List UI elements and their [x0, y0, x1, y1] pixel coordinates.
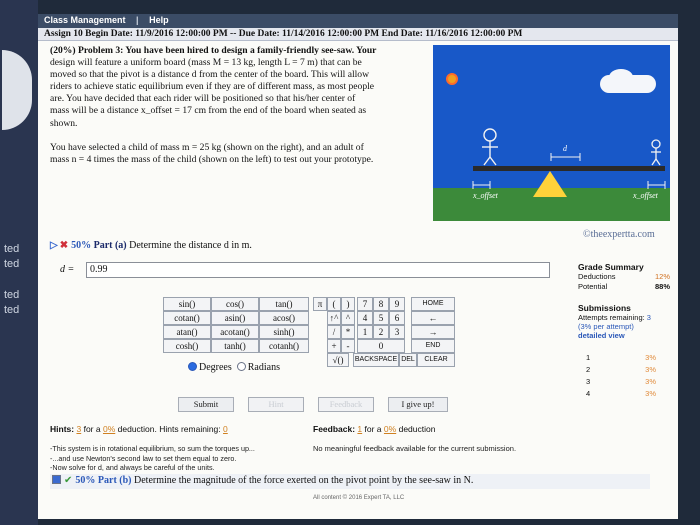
key-5[interactable]: 5 [373, 311, 389, 325]
assignment-dates-bar: Assign 10 Begin Date: 11/9/2016 12:00:00 PM -- Due Date: 11/14/2016 12:00:00 PM End Date: 11/16/2016 12:00:00 PM [38, 28, 678, 41]
hints-count: 3 [76, 424, 82, 434]
part-b-percent: 50% [75, 475, 96, 486]
part-a-label: Part (a) [93, 240, 127, 251]
key-acos[interactable]: acos() [259, 311, 309, 325]
key-atan[interactable]: atan() [163, 325, 211, 339]
feedback-suffix: deduction [398, 424, 436, 434]
problem-statement [50, 45, 405, 130]
feedback-pct: 0% [383, 424, 397, 434]
label-xoffset-left: x_offset [473, 191, 498, 200]
key-sinh[interactable]: sinh() [259, 325, 309, 339]
part-a-header[interactable] [50, 240, 252, 251]
key-cosh[interactable]: cosh() [163, 339, 211, 353]
key-left-arrow[interactable]: ← [411, 311, 455, 325]
expand-arrow-icon[interactable]: ▷ [50, 240, 58, 251]
problem-line: riders to achieve static equilibrium even if they are of different mass, as most people [50, 81, 375, 93]
submissions-title: Submissions [578, 303, 631, 313]
checkmark-icon: ✔ [64, 475, 73, 486]
deductions-label: Deductions [578, 272, 616, 281]
part-a-question: Determine the distance d in m. [129, 240, 252, 251]
problem-line: You have selected a child of mass m = 25 kg (shown on the right), and an adult of [50, 142, 364, 153]
background-logo-fragment [2, 50, 32, 130]
left-edge [0, 0, 38, 525]
feedback-for-a: for a [364, 424, 382, 434]
deductions-value: 12% [654, 272, 670, 281]
feedback-label: Feedback: [313, 424, 356, 434]
attempt-row: 2 3% [586, 365, 656, 374]
attempts-remaining-value: 3 [646, 313, 651, 322]
grade-summary-title: Grade Summary [578, 262, 644, 272]
seesaw-figure [433, 45, 670, 221]
attempts-list [578, 352, 670, 400]
xoffset-left-marker [473, 181, 490, 189]
attempt-row: 4 3% [586, 389, 656, 398]
incorrect-x-icon: ✖ [59, 240, 69, 251]
key-2[interactable]: 2 [373, 325, 389, 339]
problem-statement-2 [50, 142, 405, 166]
part-a-percent: 50% [71, 240, 92, 251]
per-attempt: (3% per attempt) [578, 322, 634, 331]
menu-help[interactable]: Help [149, 15, 169, 25]
key-end[interactable]: END [411, 339, 455, 353]
key-tanh[interactable]: tanh() [211, 339, 259, 353]
angle-unit-selector [188, 362, 280, 373]
hints-label: Hints: [50, 424, 75, 434]
left-edge-label: ted [4, 289, 20, 301]
hint-line: -Now solve for d, and always be careful of the units. [50, 463, 215, 472]
left-edge-label: ted [4, 243, 20, 255]
key-3[interactable]: 3 [389, 325, 405, 339]
key-cos[interactable]: cos() [211, 297, 259, 311]
assignment-page [38, 14, 678, 519]
hint-line: -This system is in rotational equilibrium, so sum the torques up... [50, 444, 255, 453]
hints-for-a: for a [83, 424, 101, 434]
key-caret[interactable]: ^ [341, 311, 355, 325]
hint-button[interactable]: Hint [248, 397, 304, 412]
hints-suffix: deduction. Hints remaining: [117, 424, 221, 434]
key-right-arrow[interactable]: → [411, 325, 455, 339]
submit-button[interactable]: Submit [178, 397, 234, 412]
key-rparen[interactable]: ) [341, 297, 355, 311]
key-del[interactable]: DEL [399, 353, 417, 367]
problem-line: (20%) Problem 3: You have been hired to design a family-friendly see-saw. Your [50, 45, 377, 56]
pivot-icon [533, 171, 567, 197]
feedback-text: No meaningful feedback available for the current submission. [313, 444, 517, 453]
attempt-row: 1 3% [586, 353, 656, 362]
attempts-remaining-label: Attempts remaining: [578, 313, 645, 322]
problem-line: shown. [50, 117, 78, 129]
key-plus[interactable]: + [327, 339, 341, 353]
hint-line: -...and use Newton's second law to set them equal to zero. [50, 453, 237, 463]
detailed-view-link[interactable]: detailed view [578, 331, 625, 340]
degrees-label: Degrees [199, 362, 232, 373]
key-cotan[interactable]: cotan() [163, 311, 211, 325]
part-b-question: Determine the magnitude of the force exerted on the pivot point by the see-saw in N. [134, 475, 474, 486]
menu-bar [38, 14, 678, 28]
grade-summary [578, 262, 670, 292]
problem-line: design will feature a uniform board (mass M = 13 kg, length L = 7 m) that can be [50, 57, 362, 69]
label-d: d [563, 144, 567, 153]
footer: All content © 2016 Expert TA, LLC [313, 495, 405, 501]
part-b-checkbox[interactable] [52, 475, 61, 484]
key-0[interactable]: 0 [357, 339, 405, 353]
key-up-arrow[interactable]: ↑^ [327, 311, 341, 325]
problem-line: mass will be a distance x_offset = 17 cm from the end of the board when seated as [50, 105, 367, 117]
answer-input[interactable]: 0.99 [86, 262, 550, 278]
left-edge-label: ted [4, 258, 20, 270]
problem-line: moved so that the pivot is a distance d from the center of the board. This will allow [50, 69, 370, 81]
seesaw-board [473, 166, 665, 171]
key-clear[interactable]: CLEAR [417, 353, 455, 367]
d-dimension-marker [551, 153, 580, 161]
menu-class-management[interactable]: Class Management [44, 15, 126, 25]
key-4[interactable]: 4 [357, 311, 373, 325]
key-pi[interactable]: π [313, 297, 327, 311]
hints-pct: 0% [102, 424, 116, 434]
label-xoffset-right: x_offset [633, 191, 658, 200]
degrees-radio[interactable] [188, 362, 197, 371]
hints-summary [50, 424, 228, 434]
potential-value: 88% [654, 282, 670, 291]
key-tan[interactable]: tan() [259, 297, 309, 311]
give-up-button[interactable]: I give up! [388, 397, 448, 412]
xoffset-right-marker [648, 181, 665, 189]
key-acotan[interactable]: acotan() [211, 325, 259, 339]
radians-radio[interactable] [237, 362, 246, 371]
adult-figure-icon [482, 129, 498, 165]
feedback-button[interactable]: Feedback [318, 397, 374, 412]
key-8[interactable]: 8 [373, 297, 389, 311]
key-1[interactable]: 1 [357, 325, 373, 339]
part-b-label: Part (b) [97, 475, 132, 486]
feedback-count: 1 [357, 424, 363, 434]
problem-line: are. You have decided that each rider will be positioned so that his/her center of [50, 93, 356, 105]
feedback-summary [313, 424, 435, 434]
submissions-panel [578, 303, 670, 340]
key-minus[interactable]: - [341, 339, 355, 353]
key-sqrt[interactable]: √() [327, 353, 349, 367]
hint-text [50, 444, 300, 473]
key-lparen[interactable]: ( [327, 297, 341, 311]
child-figure-icon [651, 140, 661, 165]
key-star[interactable]: * [341, 325, 355, 339]
key-sin[interactable]: sin() [163, 297, 211, 311]
potential-label: Potential [578, 282, 608, 291]
answer-label: d = [60, 264, 75, 275]
menu-separator: | [136, 15, 139, 25]
radians-label: Radians [247, 362, 280, 373]
answer-row [60, 262, 550, 279]
attempt-row: 3 3% [586, 377, 656, 386]
key-9[interactable]: 9 [389, 297, 405, 311]
key-7[interactable]: 7 [357, 297, 373, 311]
left-edge-label: ted [4, 304, 20, 316]
problem-line: mass n = 4 times the mass of the child (shown on the left) to test out your prototype. [50, 154, 374, 166]
key-asin[interactable]: asin() [211, 311, 259, 325]
copyright: ©theexpertta.com [583, 229, 655, 240]
key-home[interactable]: HOME [411, 297, 455, 311]
key-slash[interactable]: / [327, 325, 341, 339]
key-6[interactable]: 6 [389, 311, 405, 325]
key-backspace[interactable]: BACKSPACE [353, 353, 399, 367]
hints-remaining: 0 [223, 424, 228, 434]
key-cotanh[interactable]: cotanh() [259, 339, 309, 353]
part-b-header[interactable] [50, 474, 650, 489]
